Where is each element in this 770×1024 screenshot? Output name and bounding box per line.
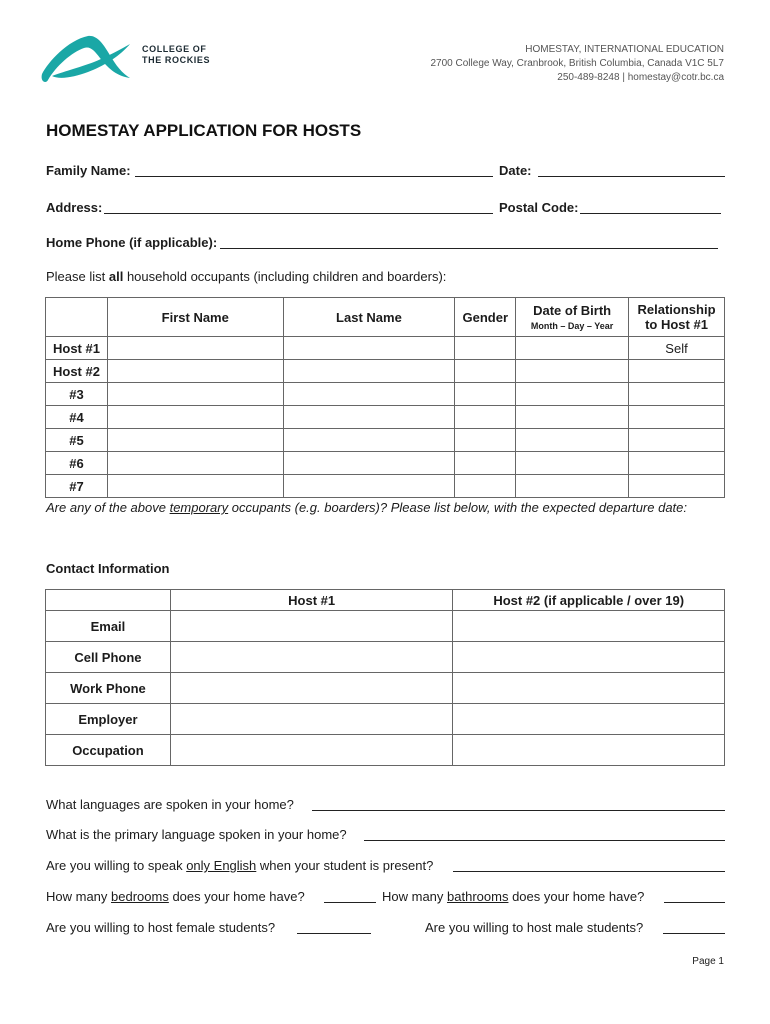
primary-language-question: What is the primary language spoken in your home? bbox=[46, 827, 347, 842]
languages-question: What languages are spoken in your home? bbox=[46, 797, 294, 812]
last-name-header: Last Name bbox=[283, 298, 455, 337]
table-row bbox=[46, 475, 725, 498]
dob-header-label: Date of Birth bbox=[533, 303, 612, 318]
gender-cell[interactable] bbox=[455, 383, 516, 406]
row-label: Host #1 bbox=[46, 337, 108, 360]
table-row bbox=[46, 383, 725, 406]
note-underlined: temporary bbox=[169, 500, 229, 515]
bathrooms-question bbox=[382, 889, 644, 904]
family-name-field[interactable] bbox=[135, 162, 493, 177]
male-students-question: Are you willing to host male students? bbox=[425, 920, 644, 935]
contact-info-heading: Contact Information bbox=[46, 561, 170, 576]
table-row bbox=[46, 452, 725, 475]
host2-employer-cell[interactable] bbox=[453, 704, 725, 735]
relationship-header-line1: Relationship bbox=[637, 302, 716, 317]
relationship-cell: Self bbox=[629, 337, 725, 360]
last-name-cell[interactable] bbox=[283, 452, 455, 475]
contact-header-row bbox=[46, 590, 725, 611]
first-name-header: First Name bbox=[107, 298, 283, 337]
row-label: Host #2 bbox=[46, 360, 108, 383]
org-contact: 250-489-8248 | homestay@cotr.bc.ca bbox=[557, 72, 724, 83]
contact-table bbox=[45, 589, 725, 766]
row-label: Cell Phone bbox=[46, 642, 171, 673]
date-label: Date: bbox=[499, 163, 532, 178]
first-name-cell[interactable] bbox=[107, 475, 283, 498]
last-name-cell[interactable] bbox=[283, 337, 455, 360]
host2-header: Host #2 (if applicable / over 19) bbox=[453, 590, 725, 611]
female-students-answer-field[interactable] bbox=[297, 919, 371, 934]
table-row bbox=[46, 735, 725, 766]
gender-cell[interactable] bbox=[455, 452, 516, 475]
host2-email-cell[interactable] bbox=[453, 611, 725, 642]
relationship-cell[interactable] bbox=[629, 360, 725, 383]
row-label: Occupation bbox=[46, 735, 171, 766]
org-name: HOMESTAY, INTERNATIONAL EDUCATION bbox=[525, 44, 724, 55]
temporary-occupants-note bbox=[46, 500, 687, 515]
occupants-header-row bbox=[46, 298, 725, 337]
bathrooms-answer-field[interactable] bbox=[664, 888, 725, 903]
row-label: #5 bbox=[46, 429, 108, 452]
mountain-logo-icon bbox=[38, 32, 138, 86]
dob-cell[interactable] bbox=[516, 406, 629, 429]
date-field[interactable] bbox=[538, 162, 725, 177]
first-name-cell[interactable] bbox=[107, 429, 283, 452]
languages-answer-field[interactable] bbox=[312, 796, 725, 811]
host1-cell-phone-cell[interactable] bbox=[170, 642, 453, 673]
primary-language-answer-field[interactable] bbox=[364, 826, 725, 841]
row-label: Employer bbox=[46, 704, 171, 735]
gender-cell[interactable] bbox=[455, 406, 516, 429]
corner-cell bbox=[46, 590, 171, 611]
gender-header: Gender bbox=[455, 298, 516, 337]
q4b-underlined: bathrooms bbox=[447, 889, 509, 904]
note-pre: Are any of the above bbox=[46, 500, 170, 515]
gender-cell[interactable] bbox=[455, 360, 516, 383]
table-row bbox=[46, 704, 725, 735]
row-label: Work Phone bbox=[46, 673, 171, 704]
last-name-cell[interactable] bbox=[283, 429, 455, 452]
note-post: occupants (e.g. boarders)? Please list below, with the expected departure date: bbox=[228, 500, 688, 515]
first-name-cell[interactable] bbox=[107, 337, 283, 360]
male-students-answer-field[interactable] bbox=[663, 919, 725, 934]
postal-code-label: Postal Code: bbox=[499, 200, 579, 215]
host2-work-phone-cell[interactable] bbox=[453, 673, 725, 704]
host1-email-cell[interactable] bbox=[170, 611, 453, 642]
address-field[interactable] bbox=[104, 199, 493, 214]
relationship-cell[interactable] bbox=[629, 452, 725, 475]
dob-cell[interactable] bbox=[516, 452, 629, 475]
occupants-intro-post: household occupants (including children and boarders): bbox=[123, 269, 447, 284]
dob-cell[interactable] bbox=[516, 383, 629, 406]
last-name-cell[interactable] bbox=[283, 406, 455, 429]
q4b-post: does your home have? bbox=[508, 889, 645, 904]
first-name-cell[interactable] bbox=[107, 452, 283, 475]
q4a-underlined: bedrooms bbox=[111, 889, 169, 904]
dob-format-label: Month – Day – Year bbox=[530, 321, 614, 331]
first-name-cell[interactable] bbox=[107, 406, 283, 429]
host2-occupation-cell[interactable] bbox=[453, 735, 725, 766]
table-row bbox=[46, 642, 725, 673]
row-label: #7 bbox=[46, 475, 108, 498]
dob-header bbox=[516, 298, 629, 337]
row-label: #4 bbox=[46, 406, 108, 429]
q4a-post: does your home have? bbox=[168, 889, 305, 904]
header-info bbox=[431, 43, 725, 85]
address-label: Address: bbox=[46, 200, 103, 215]
relationship-header-line2: to Host #1 bbox=[645, 317, 708, 332]
relationship-cell[interactable] bbox=[629, 429, 725, 452]
corner-cell bbox=[46, 298, 108, 337]
q3-post: when your student is present? bbox=[256, 858, 434, 873]
q4b-pre: How many bbox=[382, 889, 448, 904]
college-logo bbox=[38, 32, 218, 86]
logo-text-line2: THE ROCKIES bbox=[142, 55, 211, 65]
host2-cell-phone-cell[interactable] bbox=[453, 642, 725, 673]
table-row bbox=[46, 406, 725, 429]
relationship-cell[interactable] bbox=[629, 406, 725, 429]
dob-cell[interactable] bbox=[516, 360, 629, 383]
bedrooms-question bbox=[46, 889, 305, 904]
gender-cell[interactable] bbox=[455, 429, 516, 452]
q3-underlined: only English bbox=[186, 858, 257, 873]
dob-cell[interactable] bbox=[516, 429, 629, 452]
gender-cell[interactable] bbox=[455, 337, 516, 360]
row-label: Email bbox=[46, 611, 171, 642]
table-row bbox=[46, 673, 725, 704]
table-row bbox=[46, 611, 725, 642]
table-row bbox=[46, 337, 725, 360]
relationship-cell[interactable] bbox=[629, 383, 725, 406]
family-name-label: Family Name: bbox=[46, 163, 131, 178]
occupants-table bbox=[45, 297, 725, 498]
postal-code-field[interactable] bbox=[580, 199, 721, 214]
host1-work-phone-cell[interactable] bbox=[170, 673, 453, 704]
page-title: HOMESTAY APPLICATION FOR HOSTS bbox=[46, 121, 362, 140]
relationship-cell[interactable] bbox=[629, 475, 725, 498]
home-phone-field[interactable] bbox=[220, 234, 718, 249]
occupants-intro bbox=[46, 269, 446, 284]
last-name-cell[interactable] bbox=[283, 360, 455, 383]
first-name-cell[interactable] bbox=[107, 360, 283, 383]
bedrooms-answer-field[interactable] bbox=[324, 888, 376, 903]
host1-header: Host #1 bbox=[170, 590, 453, 611]
org-address: 2700 College Way, Cranbrook, British Columbia, Canada V1C 5L7 bbox=[430, 58, 724, 69]
table-row bbox=[46, 360, 725, 383]
english-only-answer-field[interactable] bbox=[453, 857, 725, 872]
dob-cell[interactable] bbox=[516, 337, 629, 360]
last-name-cell[interactable] bbox=[283, 475, 455, 498]
logo-text bbox=[142, 44, 210, 66]
q3-pre: Are you willing to speak bbox=[46, 858, 187, 873]
occupants-intro-bold: all bbox=[108, 269, 124, 284]
last-name-cell[interactable] bbox=[283, 383, 455, 406]
relationship-header bbox=[629, 298, 725, 337]
dob-cell[interactable] bbox=[516, 475, 629, 498]
logo-text-line1: COLLEGE OF bbox=[142, 44, 207, 54]
host1-employer-cell[interactable] bbox=[170, 704, 453, 735]
row-label: #3 bbox=[46, 383, 108, 406]
female-students-question: Are you willing to host female students? bbox=[46, 920, 276, 935]
page-number: Page 1 bbox=[692, 956, 724, 967]
row-label: #6 bbox=[46, 452, 108, 475]
occupants-intro-pre: Please list bbox=[46, 269, 109, 284]
first-name-cell[interactable] bbox=[107, 383, 283, 406]
host1-occupation-cell[interactable] bbox=[170, 735, 453, 766]
gender-cell[interactable] bbox=[455, 475, 516, 498]
english-only-question bbox=[46, 858, 433, 873]
home-phone-label: Home Phone (if applicable): bbox=[46, 235, 218, 250]
q4a-pre: How many bbox=[46, 889, 112, 904]
table-row bbox=[46, 429, 725, 452]
